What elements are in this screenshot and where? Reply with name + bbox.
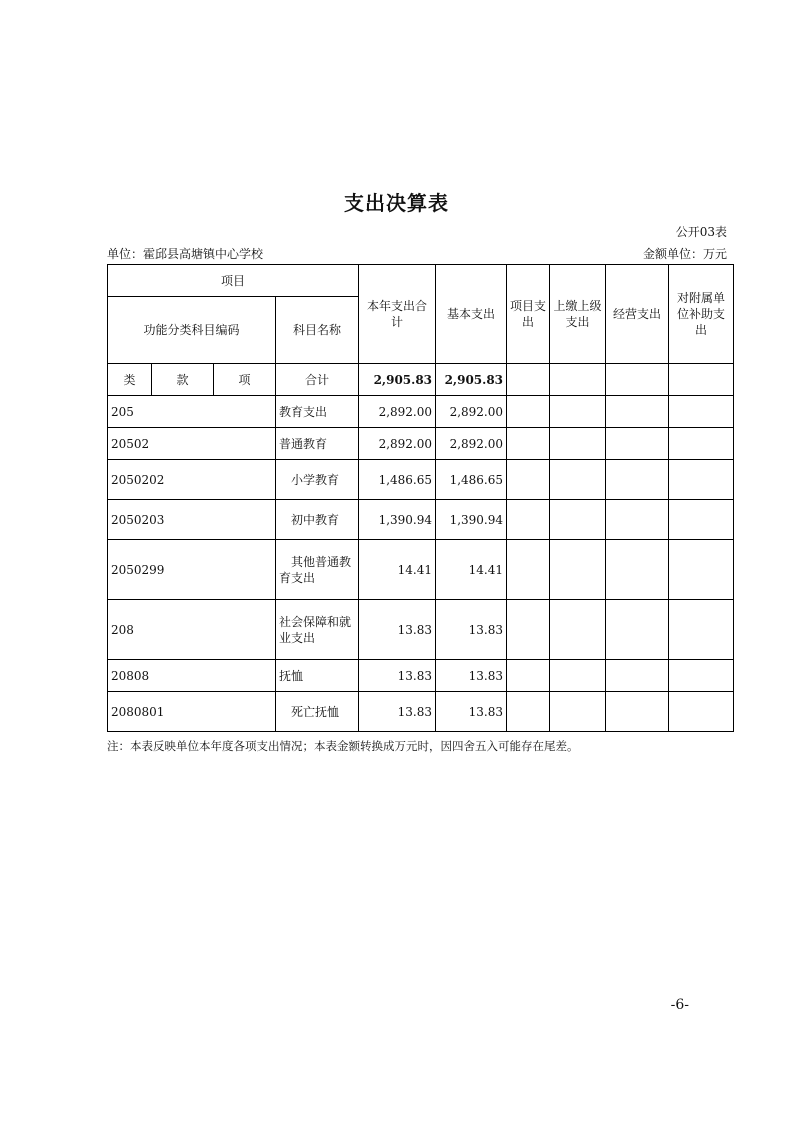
row-name: 死亡抚恤 <box>276 692 359 732</box>
expenditure-table <box>107 264 734 732</box>
row-name: 初中教育 <box>276 500 359 540</box>
header-xiang: 项 <box>214 364 276 396</box>
header-project: 项目支出 <box>507 265 550 364</box>
row-name: 社会保障和就业支出 <box>276 600 359 660</box>
page-number: -6- <box>670 997 689 1013</box>
row-name: 其他普通教育支出 <box>276 540 359 600</box>
header-kuan: 款 <box>152 364 214 396</box>
row-basic: 1,390.94 <box>436 500 507 540</box>
form-number: 公开03表 <box>675 225 727 239</box>
table-row <box>108 460 734 500</box>
row-total: 13.83 <box>359 660 436 692</box>
row-total: 1,486.65 <box>359 460 436 500</box>
table-row <box>108 396 734 428</box>
table-row <box>108 500 734 540</box>
row-code: 20808 <box>108 660 276 692</box>
reporting-unit: 单位：霍邱县高塘镇中心学校 <box>107 247 264 261</box>
row-basic: 13.83 <box>436 692 507 732</box>
header-func-code: 功能分类科目编码 <box>108 297 276 364</box>
row-basic: 2,892.00 <box>436 396 507 428</box>
row-basic: 2,892.00 <box>436 428 507 460</box>
footnote: 注：本表反映单位本年度各项支出情况；本表金额转换成万元时，因四舍五入可能存在尾差。 <box>107 739 579 753</box>
row-code: 2080801 <box>108 692 276 732</box>
row-code: 20502 <box>108 428 276 460</box>
sum-label: 合计 <box>276 364 359 396</box>
row-name: 普通教育 <box>276 428 359 460</box>
row-total: 14.41 <box>359 540 436 600</box>
row-basic: 1,486.65 <box>436 460 507 500</box>
header-business: 经营支出 <box>606 265 669 364</box>
row-total: 2,892.00 <box>359 428 436 460</box>
table-row <box>108 540 734 600</box>
header-basic: 基本支出 <box>436 265 507 364</box>
row-name: 抚恤 <box>276 660 359 692</box>
header-subsidiary: 对附属单位补助支出 <box>669 265 734 364</box>
page-title: 支出决算表 <box>344 191 449 215</box>
header-subject-name: 科目名称 <box>276 297 359 364</box>
row-code: 205 <box>108 396 276 428</box>
currency-unit: 金额单位：万元 <box>642 247 727 261</box>
row-code: 2050202 <box>108 460 276 500</box>
row-code: 2050299 <box>108 540 276 600</box>
table-row <box>108 428 734 460</box>
header-lei: 类 <box>108 364 152 396</box>
table-row <box>108 692 734 732</box>
table-row <box>108 660 734 692</box>
row-total: 13.83 <box>359 692 436 732</box>
header-total: 本年支出合计 <box>359 265 436 364</box>
row-name: 小学教育 <box>276 460 359 500</box>
row-basic: 14.41 <box>436 540 507 600</box>
header-item: 项目 <box>108 265 359 297</box>
row-code: 208 <box>108 600 276 660</box>
row-total: 1,390.94 <box>359 500 436 540</box>
row-total: 2,892.00 <box>359 396 436 428</box>
row-basic: 13.83 <box>436 600 507 660</box>
row-basic: 13.83 <box>436 660 507 692</box>
sum-total: 2,905.83 <box>359 364 436 396</box>
row-total: 13.83 <box>359 600 436 660</box>
row-code: 2050203 <box>108 500 276 540</box>
header-upper: 上缴上级支出 <box>550 265 606 364</box>
sum-basic: 2,905.83 <box>436 364 507 396</box>
table-row <box>108 600 734 660</box>
row-name: 教育支出 <box>276 396 359 428</box>
